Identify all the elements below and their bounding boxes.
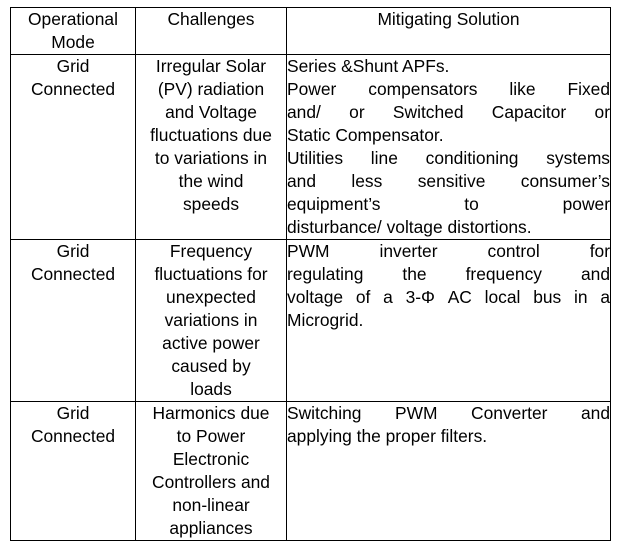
text-line: Microgrid.	[287, 310, 364, 330]
text-line: fluctuations for	[154, 264, 268, 284]
table-row	[11, 55, 611, 240]
text-line: Utilities line conditioning systems	[287, 148, 610, 168]
text-line: appliances	[169, 518, 253, 538]
table-row	[11, 240, 611, 402]
text-line: (PV) radiation	[157, 79, 265, 99]
header-text-line: Operational	[28, 9, 118, 29]
header-mitigating-solution	[287, 8, 611, 55]
text-line: disturbance/ voltage distortions.	[287, 217, 532, 237]
header-text-line: Mode	[51, 32, 95, 52]
text-line: and Voltage	[165, 102, 257, 122]
text-line: variations in	[164, 310, 258, 330]
mode-cell	[11, 240, 136, 402]
header-operational-mode	[11, 8, 136, 55]
challenge-cell	[136, 55, 287, 240]
solution-cell	[287, 55, 611, 240]
text-line: speeds	[182, 194, 240, 214]
table-header-row	[11, 8, 611, 55]
text-line: Controllers and	[152, 472, 270, 492]
table-row	[11, 402, 611, 541]
text-line: Grid	[56, 241, 90, 261]
text-line: fluctuations due	[150, 125, 272, 145]
text-line: PWM inverter control for	[287, 241, 610, 261]
mode-cell	[11, 55, 136, 240]
text-line: Power compensators like Fixed	[287, 79, 610, 99]
solution-cell	[287, 240, 611, 402]
text-line: non-linear	[172, 495, 250, 515]
text-line: and less sensitive consumer’s	[287, 171, 610, 191]
text-line: Series &Shunt APFs.	[287, 56, 450, 76]
header-challenges	[136, 8, 287, 55]
text-line: applying the proper filters.	[287, 426, 488, 446]
challenge-cell	[136, 240, 287, 402]
text-line: loads	[190, 379, 232, 399]
text-line: caused by	[171, 356, 251, 376]
text-line: Grid	[56, 403, 90, 423]
text-line: the wind	[178, 171, 244, 191]
text-line: Static Compensator.	[287, 125, 444, 145]
text-line: Irregular Solar	[155, 56, 267, 76]
text-line: Connected	[30, 264, 116, 284]
text-line: Switching PWM Converter and	[287, 403, 610, 423]
text-line: Connected	[30, 426, 116, 446]
header-text-line: Mitigating Solution	[377, 9, 520, 29]
text-line: Frequency	[169, 241, 253, 261]
solution-cell	[287, 402, 611, 541]
text-line: to Power	[176, 426, 246, 446]
text-line: unexpected	[166, 287, 256, 307]
text-line: to variations in	[154, 148, 268, 168]
text-line: Electronic	[172, 449, 250, 469]
challenge-cell	[136, 402, 287, 541]
text-line: equipment’s to power	[287, 194, 610, 214]
text-line: and/ or Switched Capacitor or	[287, 102, 610, 122]
text-line: Harmonics due	[152, 403, 270, 423]
text-line: voltage of a 3-Φ AC local bus in a	[287, 287, 610, 307]
text-line: Grid	[56, 56, 90, 76]
header-text-line: Challenges	[167, 9, 255, 29]
text-line: Connected	[30, 79, 116, 99]
mode-cell	[11, 402, 136, 541]
operational-modes-table	[10, 7, 611, 541]
text-line: regulating the frequency and	[287, 264, 610, 284]
text-line: active power	[162, 333, 260, 353]
